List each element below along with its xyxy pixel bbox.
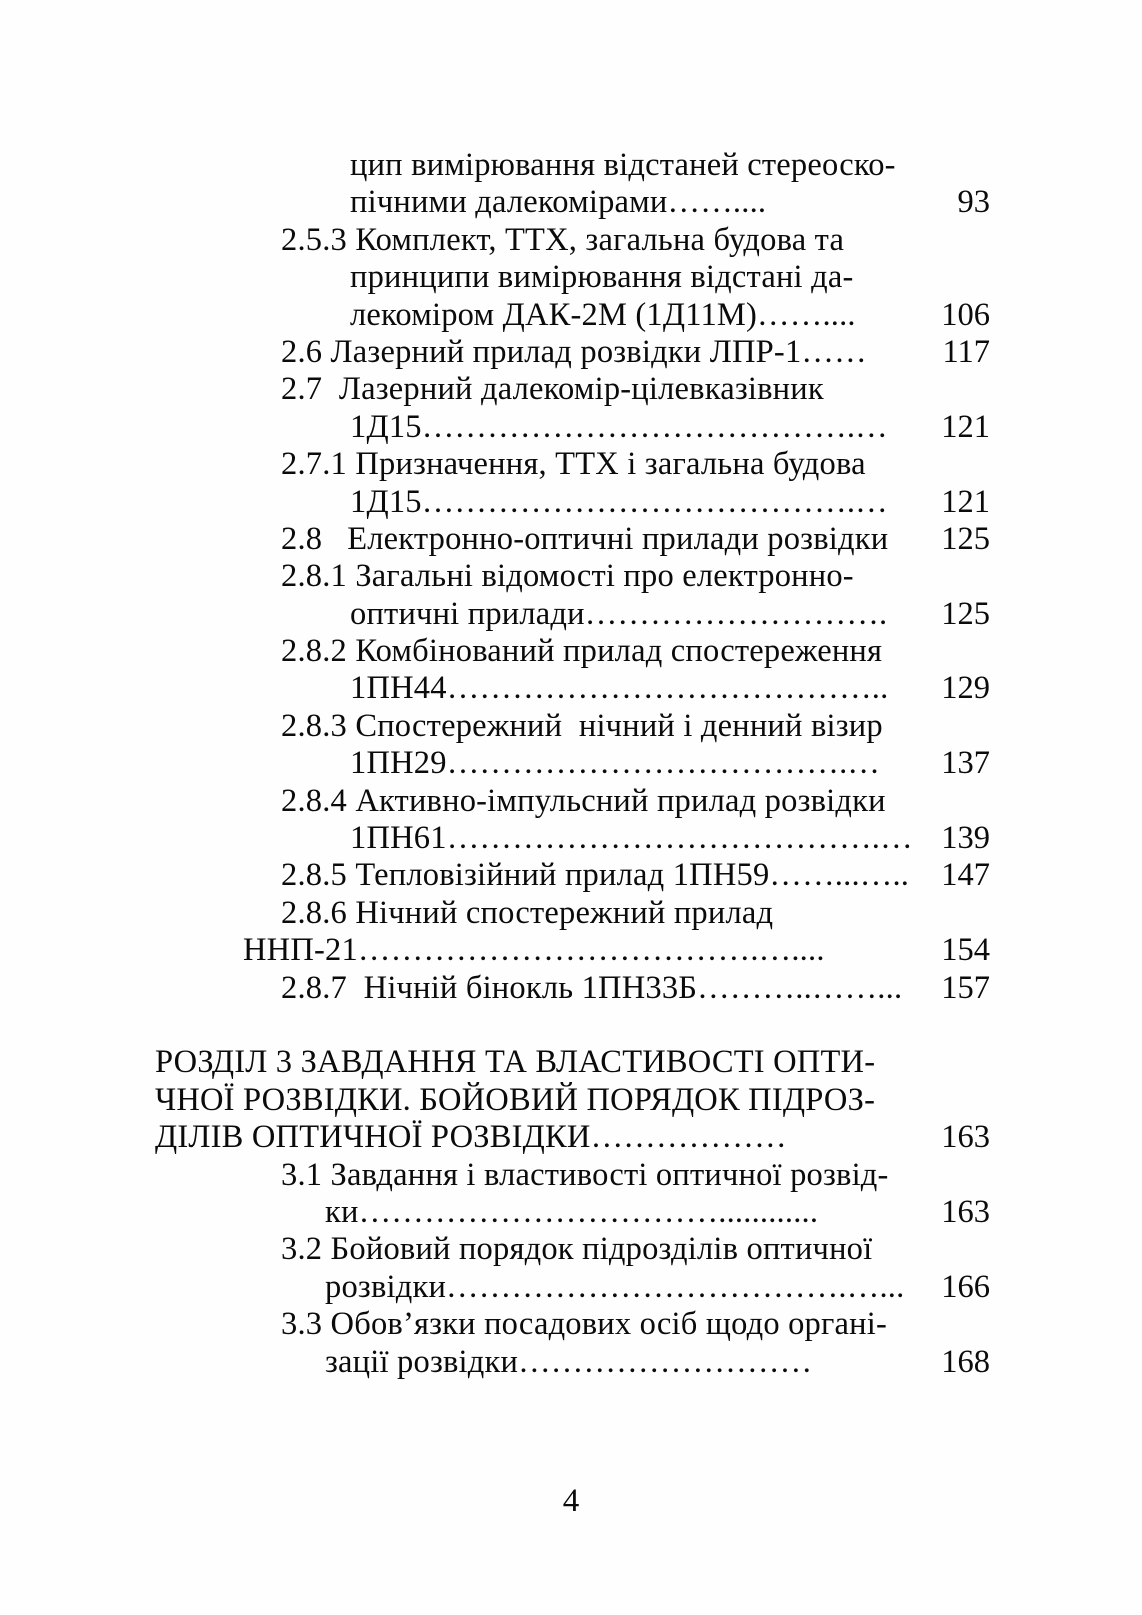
toc-line <box>0 222 1142 259</box>
toc-entry-page: 147 <box>941 857 990 894</box>
toc-entry-text: принципи вимірювання відстані да- <box>350 259 854 296</box>
toc-line <box>0 820 1142 857</box>
toc-line <box>0 409 1142 446</box>
toc-entry-text: 2.7.1 Призначення, ТТХ і загальна будова <box>281 446 866 483</box>
toc-entry-text: лекоміром ДАК-2М (1Д11М)…….... <box>350 296 856 333</box>
toc-entry-text: 1Д15………………………………….… <box>350 408 888 445</box>
toc-entry-page: 137 <box>941 745 990 782</box>
toc-line <box>0 745 1142 782</box>
toc-entry-text: 2.8.4 Активно-імпульсний прилад розвідки <box>281 782 886 819</box>
toc-line <box>0 1194 1142 1231</box>
toc-line <box>0 334 1142 371</box>
toc-line <box>0 521 1142 558</box>
toc-line <box>0 970 1142 1007</box>
toc-list <box>0 147 1142 1381</box>
toc-line <box>0 1082 1142 1119</box>
toc-entry-page: 157 <box>941 969 990 1006</box>
toc-entry-page: 121 <box>941 408 990 445</box>
toc-entry-text: ННП-21……………………………….….... <box>243 932 825 969</box>
toc-line <box>0 259 1142 296</box>
toc-entry-text: 3.3 Обов’язки посадових осіб щодо органі- <box>281 1306 887 1343</box>
toc-line <box>0 446 1142 483</box>
toc-line <box>0 932 1142 969</box>
toc-entry-text: ки……………………………............ <box>325 1193 819 1230</box>
toc-line <box>0 558 1142 595</box>
toc-entry-text: 1ПН44………………………………….. <box>350 670 889 707</box>
toc-entry-text: 2.5.3 Комплект, ТТХ, загальна будова та <box>281 221 845 258</box>
toc-entry-text: 3.2 Бойовий порядок підрозділів оптичної <box>281 1231 873 1268</box>
toc-line <box>0 708 1142 745</box>
toc-entry-text: 3.1 Завдання і властивості оптичної розвід- <box>281 1156 889 1193</box>
toc-entry-text: РОЗДІЛ 3 ЗАВДАННЯ ТА ВЛАСТИВОСТІ ОПТИ- <box>155 1044 876 1081</box>
toc-entry-text: 2.8.2 Комбінований прилад спостереження <box>281 633 883 670</box>
toc-line <box>0 895 1142 932</box>
toc-line <box>0 297 1142 334</box>
toc-entry-page: 129 <box>941 670 990 707</box>
toc-line <box>0 633 1142 670</box>
page-number-footer: 4 <box>562 1483 580 1519</box>
toc-line <box>0 596 1142 633</box>
toc-line <box>0 857 1142 894</box>
toc-entry-page: 168 <box>941 1343 990 1380</box>
toc-entry-page: 166 <box>941 1268 990 1305</box>
toc-line <box>0 1344 1142 1381</box>
toc-entry-page: 121 <box>941 483 990 520</box>
toc-entry-text: 1Д15………………………………….… <box>350 483 888 520</box>
toc-entry-text: 2.8.5 Тепловізійний прилад 1ПН59……...….. <box>281 857 910 894</box>
toc-line <box>0 184 1142 221</box>
toc-entry-text: цип вимірювання відстаней стереоско- <box>350 147 896 183</box>
toc-entry-text: зації розвідки……………………… <box>325 1343 813 1380</box>
toc-line <box>0 1007 1142 1044</box>
toc-entry-text: розвідки……………………………….…... <box>325 1268 905 1305</box>
toc-entry-text: пічними далекомірами…….... <box>350 184 767 221</box>
toc-entry-text: 2.8.3 Спостережний нічний і денний візир <box>281 707 883 744</box>
toc-line <box>0 484 1142 521</box>
toc-entry-text: ДІЛІВ ОПТИЧНОЇ РОЗВІДКИ……………… <box>155 1119 787 1156</box>
toc-line <box>0 371 1142 408</box>
toc-entry-text: 1ПН61………………………………….… <box>350 820 913 857</box>
toc-line <box>0 783 1142 820</box>
toc-line <box>0 147 1142 184</box>
toc-entry-text: ЧНОЇ РОЗВІДКИ. БОЙОВИЙ ПОРЯДОК ПІДРОЗ- <box>155 1081 876 1118</box>
toc-entry-text: 2.6 Лазерний прилад розвідки ЛПР-1…… <box>281 333 867 370</box>
toc-entry-text: 2.7 Лазерний далекомір-цілевказівник <box>281 371 824 408</box>
toc-entry-text: 2.8 Електронно-оптичні прилади розвідки <box>281 520 889 557</box>
toc-entry-page: 125 <box>941 595 990 632</box>
toc-line <box>0 1119 1142 1156</box>
toc-entry-text: 2.8.1 Загальні відомості про електронно- <box>281 558 854 595</box>
toc-entry-page: 117 <box>942 333 990 370</box>
toc-entry-text: 1ПН29……………………………….… <box>350 745 881 782</box>
toc-entry-text: 2.8.6 Нічний спостережний прилад <box>281 894 774 931</box>
toc-line <box>0 1044 1142 1081</box>
toc-line <box>0 670 1142 707</box>
toc-entry-text: 2.8.7 Нічній бінокль 1ПН33Б………..……... <box>281 969 903 1006</box>
toc-entry-page: 93 <box>957 184 990 221</box>
toc-entry-page: 163 <box>941 1193 990 1230</box>
toc-entry-page: 106 <box>941 296 990 333</box>
toc-entry-page: 125 <box>941 520 990 557</box>
toc-line <box>0 1231 1142 1268</box>
toc-entry-page: 154 <box>941 932 990 969</box>
toc-line <box>0 1157 1142 1194</box>
toc-entry-page: 163 <box>941 1119 990 1156</box>
toc-line <box>0 1306 1142 1343</box>
toc-line <box>0 1269 1142 1306</box>
toc-entry-page: 139 <box>941 820 990 857</box>
toc-entry-text: оптичні прилади………………………. <box>350 595 888 632</box>
